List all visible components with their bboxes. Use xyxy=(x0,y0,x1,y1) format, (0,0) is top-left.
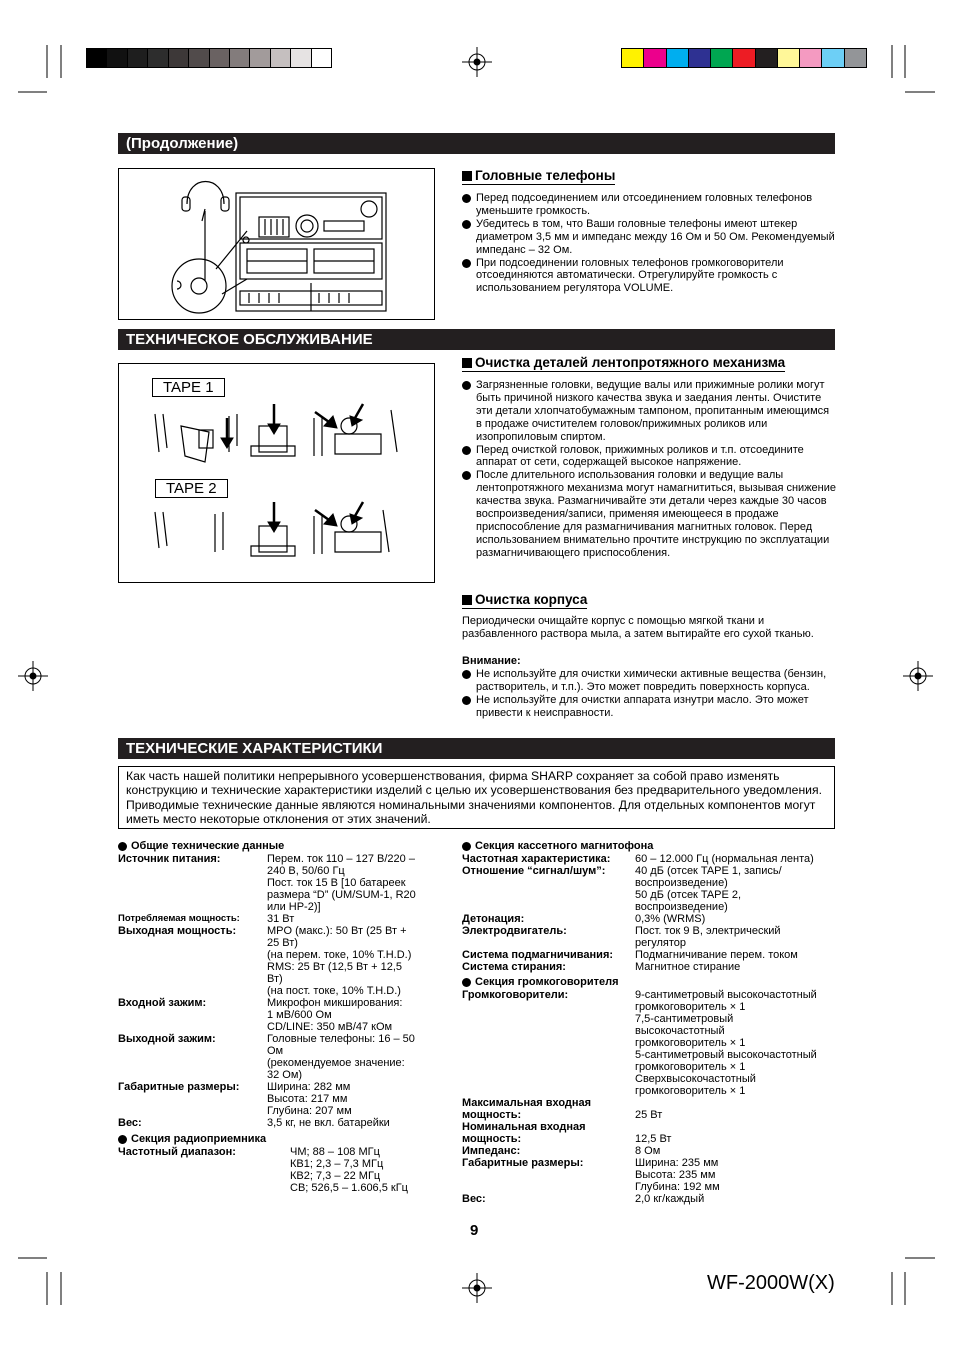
spec-label: Детонация: xyxy=(462,913,525,925)
bullet-item: Не используйте для очистки химически активные вещества (бензин, растворитель, и т.п.). Это может повредить поверхность корпуса. xyxy=(462,668,837,694)
color-swatch xyxy=(188,49,208,67)
headphones-heading-text: Головные телефоны xyxy=(475,168,616,183)
cleaning-heading-text: Очистка деталей лентопротяжного механизма xyxy=(475,355,786,370)
color-swatch xyxy=(821,49,843,67)
spec-row xyxy=(462,913,837,925)
color-swatch xyxy=(270,49,290,67)
spec-row xyxy=(462,949,837,961)
bullet-item: Не используйте для очистки аппарата изнутри масло. Это может привести к неисправности. xyxy=(462,694,837,720)
continuation-header: (Продолжение) xyxy=(118,133,835,154)
spec-value: 40 дБ (отсек TAPE 1, запись/ воспроизведение) 50 дБ (отсек TAPE 2, воспроизведение) xyxy=(635,865,782,913)
general-section-title xyxy=(118,840,440,852)
radio-section-title-text: Секция радиоприемника xyxy=(131,1133,267,1145)
color-swatch xyxy=(87,49,106,67)
headphones-illustration xyxy=(118,168,435,320)
spec-row xyxy=(118,853,440,913)
color-swatch xyxy=(229,49,249,67)
spec-label: Импеданс: xyxy=(462,1145,521,1157)
spec-label: Выходная мощность: xyxy=(118,925,237,937)
spec-value: 3,5 кг, не вкл. батарейки xyxy=(267,1117,390,1129)
headphones-heading xyxy=(462,168,615,185)
spec-value: Подмагничивание перем. током xyxy=(635,949,798,961)
spec-value: 31 Вт xyxy=(267,913,295,925)
color-swatch xyxy=(777,49,799,67)
color-swatch xyxy=(290,49,310,67)
caution-label: Внимание: xyxy=(462,655,521,667)
spec-label: Номинальная входная мощность: xyxy=(462,1121,586,1145)
cleaning-heading xyxy=(462,355,785,372)
spec-row xyxy=(118,997,440,1033)
spec-value: 8 Ом xyxy=(635,1145,661,1157)
bullet-item: Перед очисткой головок, прижимных роликов и т.п. отсоедините аппарат от сети, содержащей высокое напряжение. xyxy=(462,444,837,470)
spec-label: Частотный диапазон: xyxy=(118,1146,236,1158)
spec-row xyxy=(462,1193,837,1205)
spec-value: Микрофон микширования: 1 мВ/600 Ом CD/LINE: 350 мВ/47 кОм xyxy=(267,997,403,1033)
spec-label: Габаритные размеры: xyxy=(462,1157,584,1169)
color-swatch xyxy=(643,49,665,67)
specs-header: ТЕХНИЧЕСКИЕ ХАРАКТЕРИСТИКИ xyxy=(118,738,835,759)
spec-row xyxy=(462,1097,837,1121)
specs-right-column xyxy=(462,838,837,1205)
color-swatch xyxy=(688,49,710,67)
spec-value: 2,0 кг/каждый xyxy=(635,1193,705,1205)
spec-row xyxy=(118,1117,440,1129)
square-bullet-icon xyxy=(462,595,472,605)
color-swatch xyxy=(755,49,777,67)
spec-label: Вес: xyxy=(118,1117,142,1129)
spec-row xyxy=(462,1145,837,1157)
color-swatch xyxy=(106,49,126,67)
spec-label: Потребляемая мощность: xyxy=(118,913,240,924)
spec-row xyxy=(462,925,837,949)
cassette-section-title-text: Секция кассетного магнитофона xyxy=(475,840,654,852)
spec-row xyxy=(462,1121,837,1145)
stereo-headphones-icon xyxy=(119,169,434,319)
color-swatch xyxy=(209,49,229,67)
color-swatch xyxy=(799,49,821,67)
spec-value: 9-сантиметровый высокочастотный громкоговоритель × 1 7,5-сантиметровый высокочастотный громкоговоритель × 1 5-сантиметровый высокочастотный громкоговоритель × 1 Сверхвысокочастотный громкоговоритель × 1 xyxy=(635,989,817,1097)
spec-value: Ширина: 235 мм Высота: 235 мм Глубина: 192 мм xyxy=(635,1157,720,1193)
headphones-list xyxy=(462,192,837,295)
color-swatch xyxy=(732,49,754,67)
spec-row xyxy=(462,853,837,865)
tape-cleaning-illustration xyxy=(118,363,435,583)
spec-row xyxy=(118,1146,440,1194)
spec-row xyxy=(462,1157,837,1193)
maintenance-header: ТЕХНИЧЕСКОЕ ОБСЛУЖИВАНИЕ xyxy=(118,329,835,350)
color-swatch xyxy=(127,49,147,67)
spec-label: Вес: xyxy=(462,1193,486,1205)
square-bullet-icon xyxy=(462,358,472,368)
spec-label: Громкоговорители: xyxy=(462,989,569,1001)
specs-intro-box: Как часть нашей политики непрерывного усовершенствования, фирма SHARP сохраняет за собой право изменять конструкцию и технические характеристики изделий с целью их усовершенствования без предварительного уведомления. Приводимые технические данные являются номинальными значениями компонентов. Для отдельных компонентов могут иметь место некоторые отклонения от этих значений. xyxy=(118,766,835,829)
bullet-item: Убедитесь в том, что Ваши головные телефоны имеют штекер диаметром 3,5 мм и импеданс между 16 Ом и 50 Ом. Рекомендуемый импеданс – 32 Ом. xyxy=(462,218,837,257)
case-cleaning-heading-text: Очистка корпуса xyxy=(475,592,588,607)
color-swatch xyxy=(147,49,167,67)
square-bullet-icon xyxy=(462,171,472,181)
color-swatch xyxy=(844,49,866,67)
spec-label: Габаритные размеры: xyxy=(118,1081,240,1093)
spec-value: 12,5 Вт xyxy=(635,1133,672,1145)
speaker-section-title-text: Секция громкоговорителя xyxy=(475,976,619,988)
spec-value: Ширина: 282 мм Высота: 217 мм Глубина: 207 мм xyxy=(267,1081,352,1117)
bullet-item: Загрязненные головки, ведущие валы или прижимные ролики могут быть причиной низкого качества звука и заедания ленты. Очистите эти детали хлопчатобумажным тампоном, пропитанным имеющимся в продаже очистителем головок/прижимных роликов или изопропиловым спиртом. xyxy=(462,379,837,444)
spec-row xyxy=(118,925,440,997)
radio-section-title xyxy=(118,1133,440,1145)
case-cleaning-heading xyxy=(462,592,587,609)
color-swatch xyxy=(666,49,688,67)
spec-value: 0,3% (WRMS) xyxy=(635,913,706,925)
bullet-item: Перед подсоединением или отсоединением головных телефонов уменьшите громкость. xyxy=(462,192,837,218)
color-calibration-bar xyxy=(621,48,867,68)
color-swatch xyxy=(168,49,188,67)
cleaning-list xyxy=(462,379,837,560)
color-swatch xyxy=(249,49,269,67)
spec-value: MPO (макс.): 50 Вт (25 Вт + 25 Вт) (на перем. токе, 10% T.H.D.) RMS: 25 Вт (12,5 Вт + 12,5 Вт) (на пост. токе, 10% T.H.D.) xyxy=(267,925,412,997)
general-section-title-text: Общие технические данные xyxy=(131,840,285,852)
spec-label: Система стирания: xyxy=(462,961,566,973)
spec-row xyxy=(118,1033,440,1081)
spec-value: 25 Вт xyxy=(635,1109,663,1121)
color-swatch xyxy=(622,49,643,67)
spec-label: Частотная характеристика: xyxy=(462,853,611,865)
caution-list xyxy=(462,668,837,720)
spec-label: Источник питания: xyxy=(118,853,221,865)
spec-label: Система подмагничивания: xyxy=(462,949,614,961)
spec-row xyxy=(462,989,837,1097)
color-swatch xyxy=(710,49,732,67)
page-number: 9 xyxy=(470,1222,479,1239)
spec-row xyxy=(118,913,440,925)
spec-label: Максимальная входная мощность: xyxy=(462,1097,592,1121)
spec-value: ЧМ; 88 – 108 МГц КВ1; 2,3 – 7,3 МГц КВ2; 7,3 – 22 МГц СВ; 526,5 – 1.606,5 кГц xyxy=(290,1146,408,1194)
spec-label: Входной зажим: xyxy=(118,997,207,1009)
speaker-section-title xyxy=(462,976,837,988)
specs-left-column xyxy=(118,838,440,1194)
bullet-item: При подсоединении головных телефонов громкоговорители отсоединяются автоматически. Отрегулируйте громкость с использованием регулятора VOLUME. xyxy=(462,257,837,296)
spec-value: Магнитное стирание xyxy=(635,961,741,973)
case-cleaning-text: Периодически очищайте корпус с помощью мягкой ткани и разбавленного раствора мыла, а затем вытирайте его сухой тканью. xyxy=(462,615,814,640)
tape1-label: TAPE 1 xyxy=(152,378,225,397)
spec-value: Пост. ток 9 В, электрический регулятор xyxy=(635,925,781,949)
model-number: WF-2000W(X) xyxy=(707,1272,835,1294)
spec-value: Перем. ток 110 – 127 В/220 – 240 В, 50/60 Гц Пост. ток 15 В [10 батареек размера “D” (UM/SUM-1, R20 или HP-2)] xyxy=(267,853,416,913)
gray-calibration-bar xyxy=(86,48,332,68)
color-swatch xyxy=(311,49,331,67)
cassette-section-title xyxy=(462,840,837,852)
spec-row xyxy=(462,961,837,973)
spec-label: Электродвигатель: xyxy=(462,925,567,937)
spec-row xyxy=(462,865,837,913)
spec-label: Выходной зажим: xyxy=(118,1033,216,1045)
spec-value: Головные телефоны: 16 – 50 Ом (рекомендуемое значение: 32 Ом) xyxy=(267,1033,415,1081)
spec-label: Отношение “сигнал/шум”: xyxy=(462,865,606,877)
bullet-item: После длительного использования головки и ведущие валы лентопротяжного механизма могут намагнититься, вызывая снижение качества звука. Размагничивайте эти детали через каждые 30 часов воспроизведения/записи, применяя имеющееся в продаже приспособление для размагничивания магнитных головок. Перед использованием внимательно прочтите инструкцию по эксплуатации размагничивающего приспособления. xyxy=(462,469,837,559)
spec-value: 60 – 12.000 Гц (нормальная лента) xyxy=(635,853,814,865)
tape2-label: TAPE 2 xyxy=(155,479,228,498)
spec-row xyxy=(118,1081,440,1117)
